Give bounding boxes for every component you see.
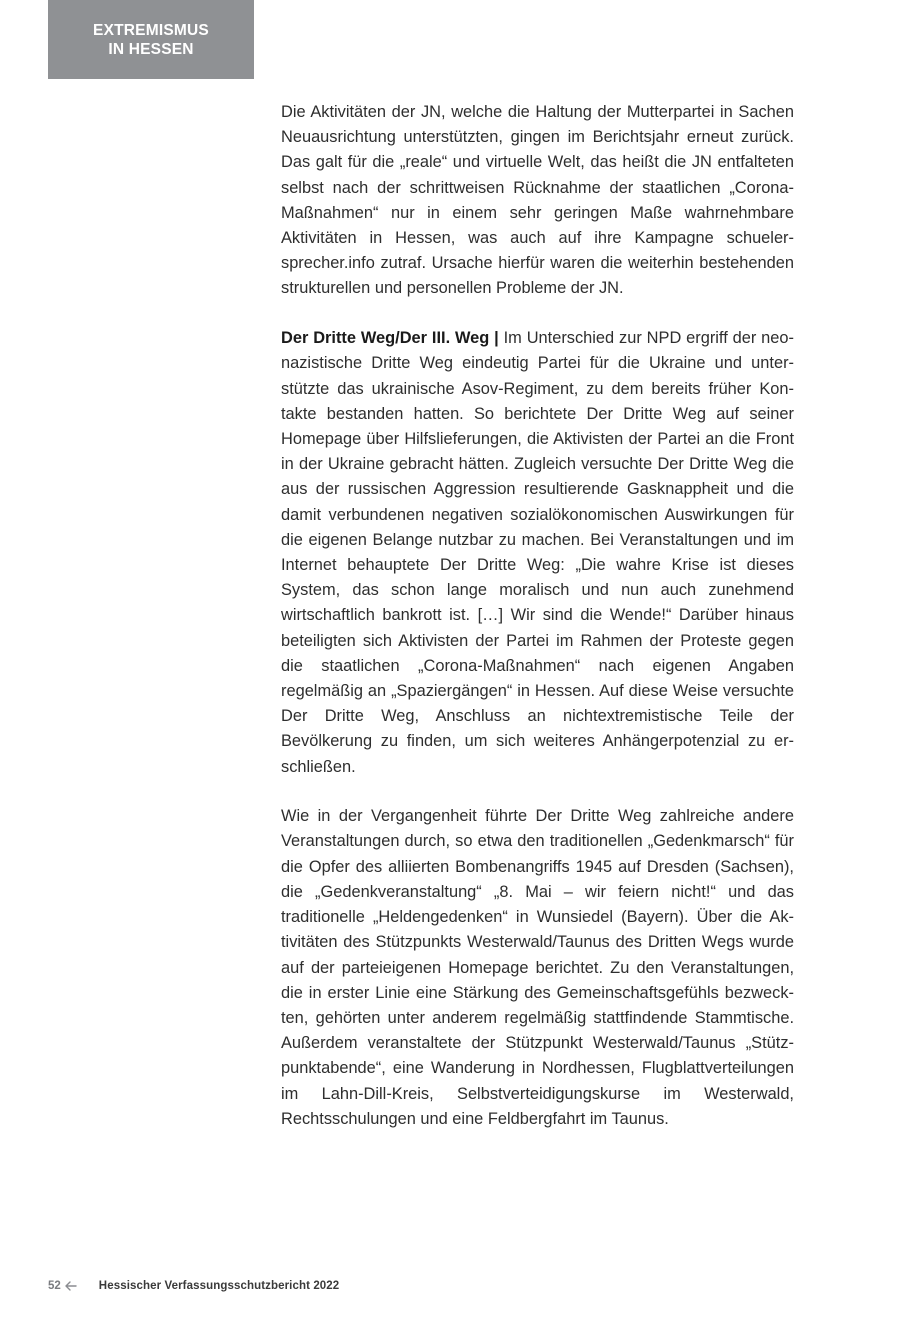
paragraph-heading: Der Dritte Weg/Der III. Weg | (281, 329, 499, 348)
paragraph-jn: Die Aktivitäten der JN, welche die Haltung der Mutterpartei in Sachen Neuausrichtung unterstützten, gingen im Berichtsjahr erneut zurück. Das galt für die „reale“ und virtuelle Welt, das heißt die JN entfalteten selbst nach der schrittweisen Rücknahme der staatlichen „Corona-Maßnahmen“ nur in einem sehr geringen Maße wahrnehmbare Aktivitäten in Hessen, was auch auf ihre Kampagne schuelersprecher.info zutraf. Ursache hierfür waren die weiterhin bestehenden strukturellen und personellen Probleme der JN. (281, 103, 794, 298)
publication-title: Hessischer Verfassungsschutzbericht 2022 (98, 1280, 340, 1292)
section-title-line1: EXTREMISMUS (93, 21, 209, 39)
paragraph-dritter-weg (281, 326, 794, 780)
page-number: 52 (48, 1280, 61, 1292)
paragraph-veranstaltungen: Wie in der Vergangenheit führte Der Dritte Weg zahlreiche andere Veranstaltungen durch, so etwa den traditionellen „Gedenkmarsch“ für die Opfer des alliierten Bombenangriffs 1945 auf Dresden (Sachsen), die „Gedenkveranstaltung“ „8. Mai – wir feiern nicht!“ und das traditionelle „Heldengedenken“ in Wunsiedel (Bayern). Über die Aktivitäten des Stützpunkts Westerwald/Taunus des Dritten Wegs wurde auf der parteieigenen Homepage berichtet. Zu den Veranstaltungen, die in erster Linie eine Stärkung des Gemeinschaftsgefühls bezweckten, gehörten unter anderem regelmäßig stattfindende Stammtische. Außerdem veranstaltete der Stützpunkt Westerwald/Taunus „Stützpunktabende“, eine Wanderung in Nordhessen, Flugblattverteilungen im Lahn-Dill-Kreis, Selbstverteidigungskurse im Westerwald, Rechtsschulungen und eine Feldbergfahrt im Taunus. (281, 807, 794, 1128)
paragraph-text: Im Unterschied zur NPD ergriff der neonazistische Dritte Weg eindeutig Partei für die Ukraine und unterstützte das ukrainische Asov-Regiment, zu dem bereits früher Kontakte bestanden hatten. So berichtete Der Dritte Weg auf seiner Homepage über Hilfslieferungen, die Aktivisten der Partei an die Front in der Ukraine gebracht hätten. Zugleich versuchte Der Dritte Weg die aus der russischen Aggression resultierende Gasknappheit und die damit verbundenen negativen sozialökonomischen Auswirkungen für die eigenen Belange nutzbar zu machen. Bei Veranstaltungen und im Internet behauptete Der Dritte Weg: „Die wahre Krise ist dieses System, das schon lange moralisch und nun auch zunehmend wirtschaftlich bankrott ist. […] Wir sind die Wende!“ Darüber hinaus beteiligten sich Aktivisten der Partei im Rahmen der Proteste gegen die staatlichen „Corona-Maßnahmen“ nach eigenen Angaben regelmäßig an „Spaziergängen“ in Hessen. Auf diese Weise versuchte Der Dritte Weg, Anschluss an nichtextremistische Teile der Bevölkerung zu finden, um sich weiteres Anhängerpotenzial zu erschließen. (281, 329, 794, 776)
section-title-line2: IN HESSEN (108, 40, 194, 58)
section-tab (48, 0, 254, 79)
arrow-left-icon[interactable] (65, 1281, 77, 1291)
main-content (281, 100, 794, 1156)
page-footer (48, 1277, 339, 1295)
